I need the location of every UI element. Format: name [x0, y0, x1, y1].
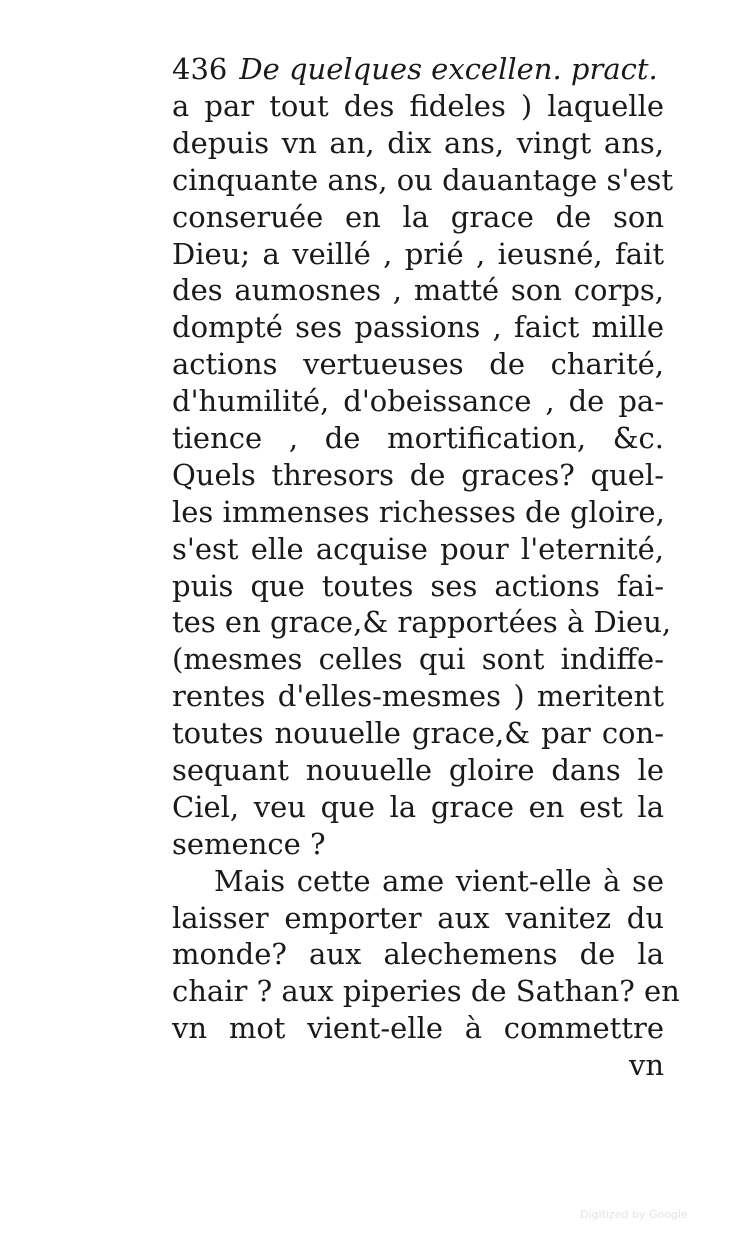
- watermark: Digitized by Google: [580, 1208, 688, 1221]
- text-line: des aumosnes , matté son corps,: [172, 273, 664, 308]
- text-line: tes en grace,& rapportées à Dieu,: [172, 605, 672, 640]
- text-line: Dieu; a veillé , prié , ieusné, fait: [172, 236, 664, 271]
- text-line: rentes d'elles-mesmes ) meritent: [172, 679, 664, 714]
- page-number: 436: [172, 52, 228, 86]
- text-line: vn mot vient-elle à commettre: [172, 1011, 664, 1046]
- text-line: les immenses richesses de gloire,: [172, 494, 665, 529]
- text-line: tience , de mortification, &c.: [172, 421, 664, 456]
- body-text: [172, 88, 680, 1084]
- text-line: chair ? aux piperies de Sathan? en: [172, 974, 680, 1009]
- text-line: laisser emporter aux vanitez du: [172, 900, 664, 935]
- text-line: actions vertueuses de charité,: [172, 347, 664, 382]
- text-line: depuis vn an, dix ans, vingt ans,: [172, 125, 664, 160]
- text-line: dompté ses passions , faict mille: [172, 310, 664, 345]
- text-line: conseruée en la grace de son: [172, 199, 664, 234]
- text-line: d'humilité, d'obeissance , de pa-: [172, 384, 664, 419]
- text-line: semence ?: [172, 826, 326, 861]
- text-line: (mesmes celles qui sont indiffe-: [172, 642, 664, 677]
- catchword: vn: [628, 1048, 664, 1083]
- text-line: Ciel, veu que la grace en est la: [172, 789, 664, 824]
- text-line: monde? aux alechemens de la: [172, 937, 664, 972]
- text-line: sequant nouuelle gloire dans le: [172, 753, 664, 788]
- running-title: De quelques excellen. pract.: [239, 52, 658, 86]
- text-line: a par tout des fideles ) laquelle: [172, 89, 664, 123]
- running-header: [172, 52, 662, 92]
- paragraph-first-line: Mais cette ame vient-elle à se: [214, 863, 664, 898]
- text-line: cinquante ans, ou dauantage s'est: [172, 162, 674, 197]
- text-line: puis que toutes ses actions fai-: [172, 568, 664, 603]
- text-line: s'est elle acquise pour l'eternité,: [172, 531, 664, 566]
- text-line: toutes nouuelle grace,& par con-: [172, 716, 664, 751]
- text-line: Quels thresors de graces? quel-: [172, 457, 664, 492]
